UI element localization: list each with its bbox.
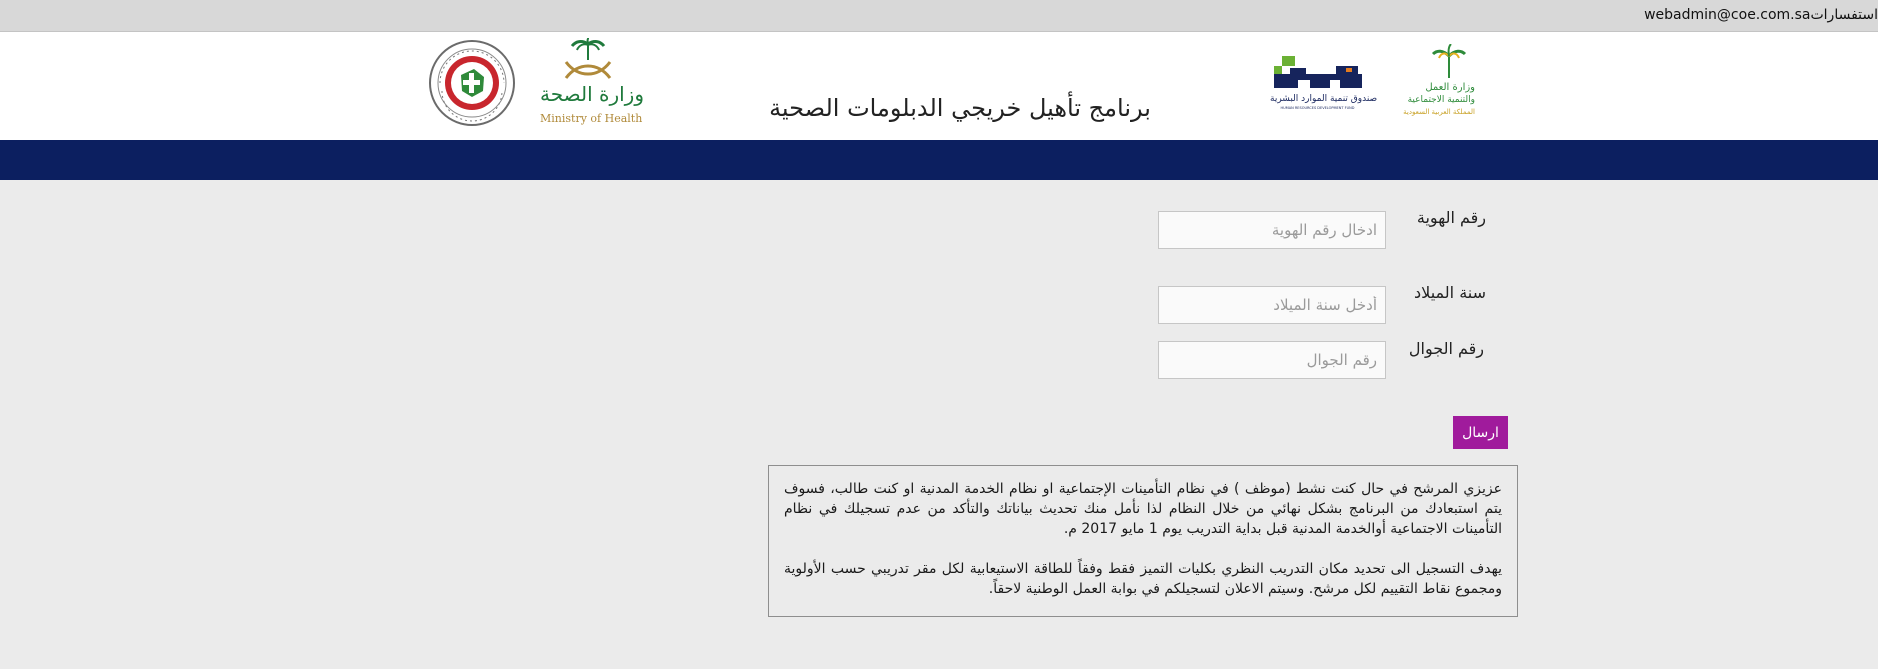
page-title: برنامج تأهيل خريجي الدبلومات الصحية <box>769 94 1151 122</box>
mobile-number-input[interactable] <box>1158 341 1386 379</box>
mlsd-name-line3: المملكة العربية السعودية <box>1403 108 1475 116</box>
notice-paragraph-status: عزيزي المرشح في حال كنت نشط (موظف ) في نظام التأمينات الإجتماعية او نظام الخدمة المدنية او كنت طالب، فسوف يتم استبعادك من البرنامج بشكل نهائي من خلال النظام لذا نأمل منك تحديث بياناتك والتأكد من عدم تسجيلك في نظام التأمينات الاجتماعية أوالخدمة المدنية قبل بداية التدريب يوم 1 مايو 2017 م. <box>784 481 1502 537</box>
scfhs-logo <box>428 39 516 127</box>
birth-year-input[interactable] <box>1158 286 1386 324</box>
hrdf-mark-icon <box>1270 54 1365 94</box>
palm-swords-icon <box>558 38 618 82</box>
mlsd-logo <box>1385 44 1480 122</box>
moh-logo <box>540 38 644 134</box>
mobile-number-label: رقم الجوال <box>1408 339 1484 358</box>
palm-icon <box>1429 44 1469 78</box>
hrdf-logo <box>1270 54 1378 114</box>
nav-band <box>0 140 1878 180</box>
submit-button[interactable]: ارسال <box>1453 416 1508 449</box>
hrdf-arabic-name: صندوق تنمية الموارد البشرية <box>1270 94 1378 104</box>
contact-email[interactable]: webadmin@coe.com.sa <box>1644 7 1811 23</box>
moh-english-name: Ministry of Health <box>540 112 643 125</box>
id-number-label: رقم الهوية <box>1416 208 1486 227</box>
inquiries-contact <box>1644 7 1878 23</box>
notice-paragraph-registration: يهدف التسجيل الى تحديد مكان التدريب النظري بكليات التميز فقط وفقاً للطاقة الاستيعابية لكل مقر تدريبي حسب الأولوية ومجموع نقاط التقييم لكل مرشح. وسيتم الاعلان لتسجيلكم في بوابة العمل الوطنية لاحقاً. <box>784 561 1502 597</box>
site-header <box>0 32 1878 140</box>
birth-year-label: سنة الميلاد <box>1414 283 1486 302</box>
notice-box <box>768 465 1518 617</box>
moh-arabic-name: وزارة الصحة <box>540 82 644 106</box>
id-number-input[interactable] <box>1158 211 1386 249</box>
inquiries-label: استفسارات <box>1810 7 1878 23</box>
mlsd-name-line1: وزارة العمل <box>1425 82 1475 93</box>
mlsd-name-line2: والتنمية الاجتماعية <box>1407 95 1475 105</box>
top-bar <box>0 0 1878 32</box>
scfhs-seal-icon <box>428 39 516 127</box>
hrdf-english-name: HUMAN RESOURCES DEVELOPMENT FUND <box>1280 106 1355 110</box>
